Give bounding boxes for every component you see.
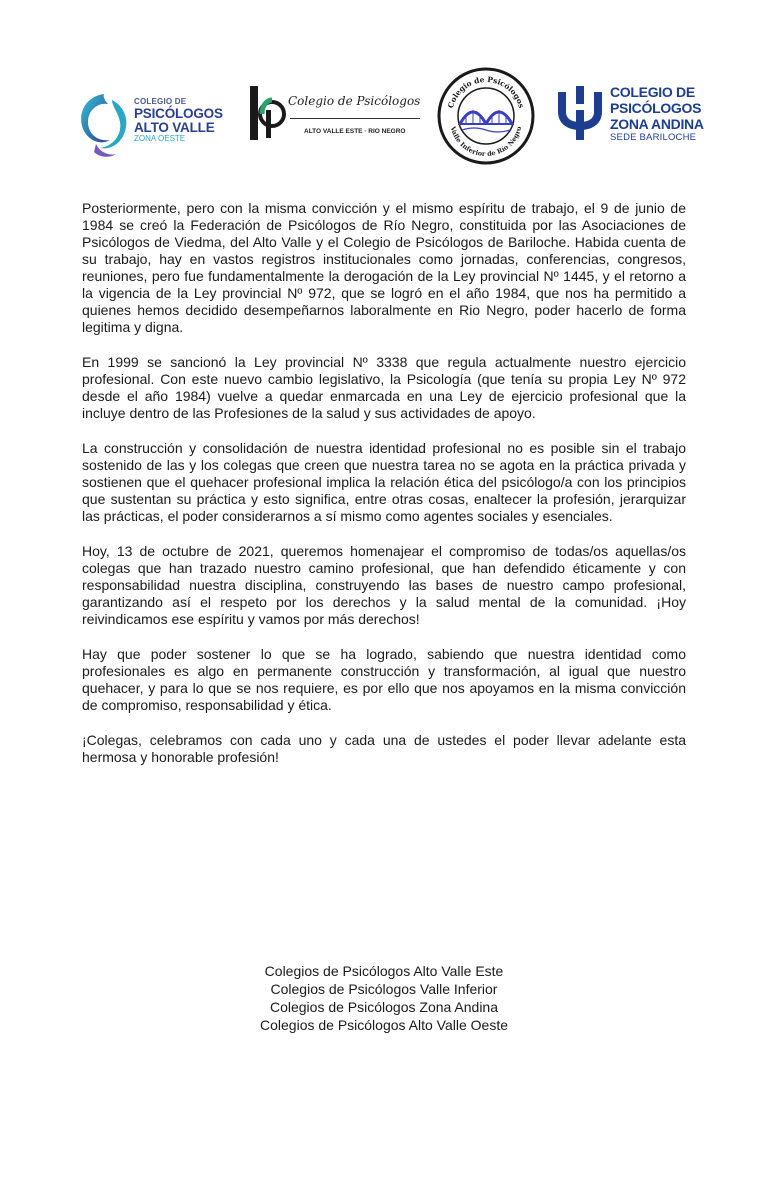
logo-ave-title: Colegio de Psicólogos (288, 94, 421, 108)
logo-za-line4: SEDE BARILOCHE (610, 132, 697, 143)
logo-za-line2: PSICÓLOGOS (610, 100, 702, 116)
logo-ave-divider (290, 118, 420, 119)
logo-alto-valle-este (248, 84, 423, 164)
signature-block (0, 962, 768, 1034)
logo-ave-subtitle: ALTO VALLE ESTE · RIO NEGRO (304, 128, 406, 135)
logo-zona-andina (552, 82, 712, 157)
swirl-logo-icon (74, 90, 134, 160)
seal-ring-bottom-text: Valle Inferior de Río Negro (448, 125, 524, 159)
logo-bar (0, 56, 768, 166)
signature-alto-valle-oeste: Colegios de Psicólogos Alto Valle Oeste (260, 1017, 508, 1033)
signature-valle-inferior: Colegios de Psicólogos Valle Inferior (270, 981, 498, 997)
paragraph-federation-history: Posteriormente, pero con la misma convicción y el mismo espíritu de trabajo, el 9 de junio de 1984 se creó la Federación de Psicólogos de Río Negro, constituida por las Asociaciones de Psicólogos de Viedma, del Alto Valle y el Colegio de Psicólogos de Bariloche. Habida cuenta de su trabajo, hay en vastos registros institucionales como jornadas, conferencias, congresos, reuniones, pero fue fundamentalmente la derogación de la Ley provincial Nº 1445, y el retorno a la vigencia de la Ley provincial Nº 972, que se logró en el año 1984, que nos ha permitido a quienes hemos decidido desempeñarnos laboralmente en Rio Negro, poder hacerlo de forma legitima y digna. (82, 200, 686, 335)
paragraph-sustain-achievements: Hay que poder sostener lo que se ha logrado, sabiendo que nuestra identidad como profesionales es algo en permanente construcción y transformación, al igual que nuestro quehacer, y para lo que se nos requiere, es por ello que nos apoyamos en la misma convicción de compromiso, responsabilidad y ética. (82, 646, 686, 713)
logo-za-line1: COLEGIO DE (610, 84, 695, 100)
psi-symbol-icon (552, 82, 608, 142)
logo-avo-line4: ZONA OESTE (134, 134, 186, 143)
paragraph-law-3338: En 1999 se sancionó la Ley provincial Nº 3338 que regula actualmente nuestro ejercicio profesional. Con este nuevo cambio legislativo, la Psicología (que tenía su propia Ley Nº 972 desde el año 1984) vuelve a quedar enmarcada en una Ley de ejercicio profesional que la incluye dentro de las Profesiones de la salud y sus actividades de apoyo. (82, 354, 686, 421)
psi-emblem-icon (248, 84, 288, 144)
logo-alto-valle-oeste (74, 90, 234, 160)
logo-valle-inferior (436, 66, 536, 166)
signature-alto-valle-este: Colegios de Psicólogos Alto Valle Este (264, 963, 504, 979)
logo-za-line3: ZONA ANDINA (610, 116, 704, 132)
logo-avo-line1: COLEGIO DE (134, 97, 187, 106)
logo-avo-line2: PSICÓLOGOS (134, 106, 223, 121)
seal-ring-top-text: Colegio de Psicólogos (446, 74, 526, 110)
paragraph-homage: Hoy, 13 de octubre de 2021, queremos homenajear el compromiso de todas/os aquellas/os colegas que han trazado nuestro camino profesional, que han defendido éticamente y con responsabilidad nuestra disciplina, construyendo las bases de nuestro campo profesional, garantizando así el respeto por los derechos y la salud mental de la comunidad. ¡Hoy reivindicamos ese espíritu y vamos por más derechos! (82, 543, 686, 627)
paragraph-professional-identity: La construcción y consolidación de nuestra identidad profesional no es posible sin el trabajo sostenido de las y los colegas que creen que nuestra tarea no se agota en la práctica privada y sostienen que el quehacer profesional implica la relación ética del psicólogo/a con los principios que sustentan su práctica y esto significa, entre otras cosas, enaltecer la profesión, jerarquizar las prácticas, el poder considerarnos a sí mismo como agentes sociales y esenciales. (82, 440, 686, 524)
letter-body (82, 200, 686, 784)
bridge-seal-icon (436, 66, 536, 166)
signature-zona-andina: Colegios de Psicólogos Zona Andina (269, 999, 499, 1015)
paragraph-celebration: ¡Colegas, celebramos con cada uno y cada una de ustedes el poder llevar adelante esta hermosa y honorable profesión! (82, 732, 686, 765)
logo-avo-line3: ALTO VALLE (134, 119, 215, 135)
